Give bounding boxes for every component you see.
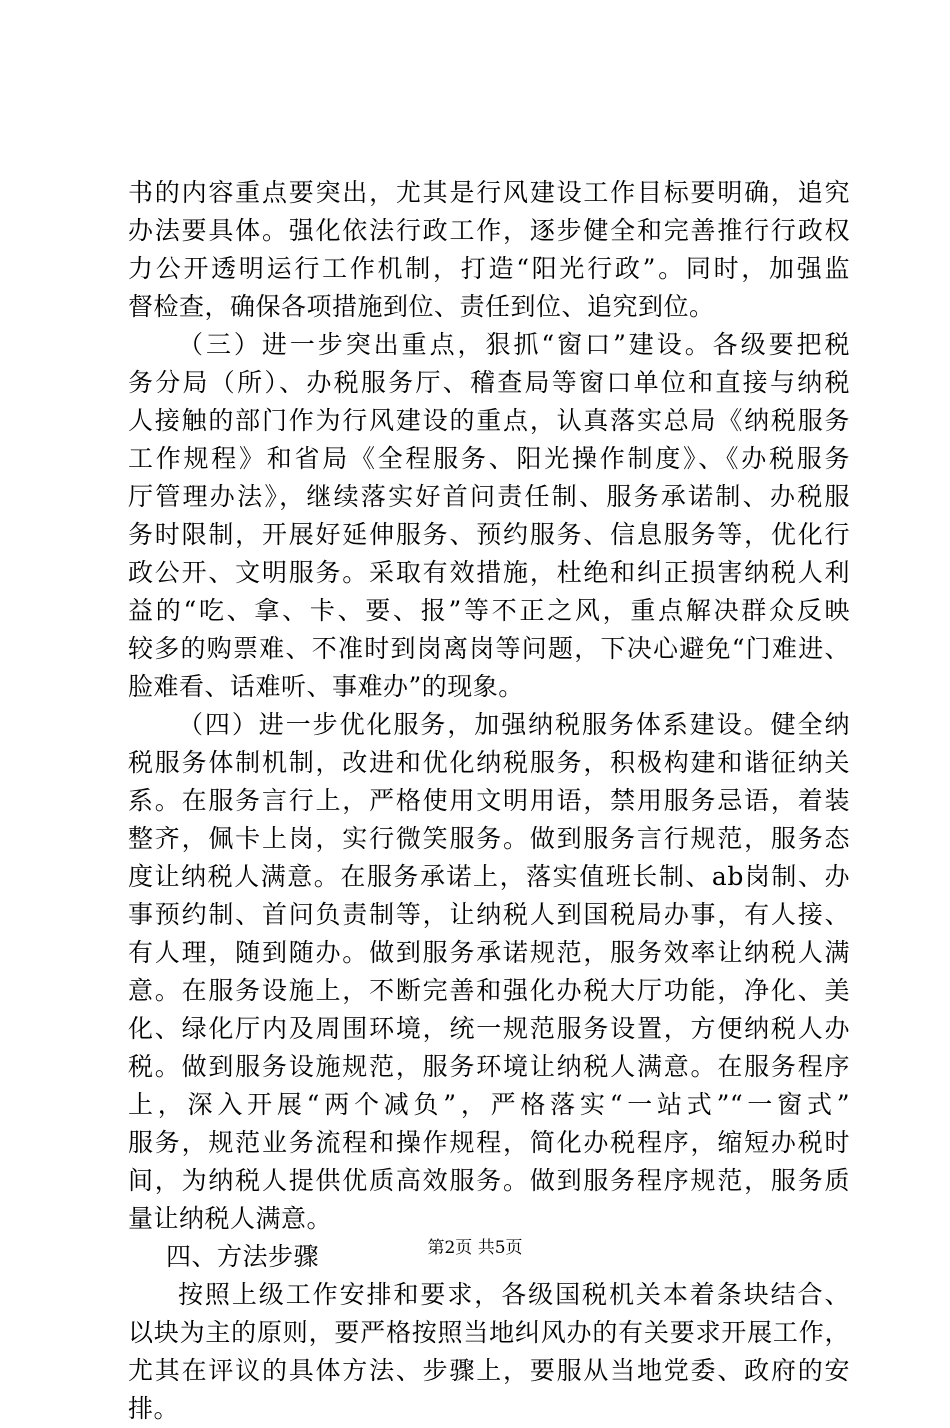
section-3-heading-line: （三）进一步突出重点，狠抓“窗口”建设。各级要把税 xyxy=(178,330,850,359)
text-line: 排。 xyxy=(128,1394,180,1423)
section-4-heading-line: （四）进一步优化服务，加强纳税服务体系建设。健全纳 xyxy=(178,710,850,739)
section-heading-methods: 四、方法步骤 xyxy=(166,1242,320,1271)
text-line: 系。在服务言行上，严格使用文明用语，禁用服务忌语，着装 xyxy=(128,786,850,815)
text-line: 税。做到服务设施规范，服务环境让纳税人满意。在服务程序 xyxy=(128,1052,850,1081)
text-line: 有人理，随到随办。做到服务承诺规范，服务效率让纳税人满 xyxy=(128,938,850,967)
text-line: 度让纳税人满意。在服务承诺上，落实值班长制、ab岗制、办 xyxy=(128,862,850,891)
text-line: 税服务体制机制，改进和优化纳税服务，积极构建和谐征纳关 xyxy=(128,748,850,777)
text-line: 较多的购票难、不准时到岗离岗等问题，下决心避免“门难进、 xyxy=(128,634,850,663)
text-line: 务时限制，开展好延伸服务、预约服务、信息服务等，优化行 xyxy=(128,520,850,549)
text-line: 量让纳税人满意。 xyxy=(128,1204,333,1233)
text-line: 厅管理办法》，继续落实好首问责任制、服务承诺制、办税服 xyxy=(128,482,850,511)
text-line: 办法要具体。强化依法行政工作，逐步健全和完善推行行政权 xyxy=(128,216,850,245)
text-line: 人接触的部门作为行风建设的重点，认真落实总局《纳税服务 xyxy=(128,406,850,435)
text-line: 意。在服务设施上，不断完善和强化办税大厅功能，净化、美 xyxy=(128,976,850,1005)
text-line: 工作规程》和省局《全程服务、阳光操作制度》、《办税服务 xyxy=(128,444,850,473)
text-line: 整齐，佩卡上岗，实行微笑服务。做到服务言行规范，服务态 xyxy=(128,824,850,853)
text-line: 服务，规范业务流程和操作规程，简化办税程序，缩短办税时 xyxy=(128,1128,850,1157)
text-line: 书的内容重点要突出，尤其是行风建设工作目标要明确，追究 xyxy=(128,178,850,207)
text-line: 间，为纳税人提供优质高效服务。做到服务程序规范，服务质 xyxy=(128,1166,850,1195)
text-line: 以块为主的原则，要严格按照当地纠风办的有关要求开展工作， xyxy=(128,1318,850,1347)
text-line: 督检查，确保各项措施到位、责任到位、追究到位。 xyxy=(128,292,715,321)
text-line: 尤其在评议的具体方法、步骤上，要服从当地党委、政府的安 xyxy=(128,1356,850,1385)
text-line: 事预约制、首问负责制等，让纳税人到国税局办事，有人接、 xyxy=(128,900,850,929)
text-line: 上，深入开展“两个减负”，严格落实“一站式”“一窗式” xyxy=(128,1090,850,1119)
text-line: 益的“吃、拿、卡、要、报”等不正之风，重点解决群众反映 xyxy=(128,596,850,625)
text-line: 化、绿化厅内及周围环境，统一规范服务设置，方便纳税人办 xyxy=(128,1014,850,1043)
text-line: 按照上级工作安排和要求，各级国税机关本着条块结合、 xyxy=(178,1280,850,1309)
text-line: 务分局（所）、办税服务厅、稽查局等窗口单位和直接与纳税 xyxy=(128,368,850,397)
text-line: 脸难看、话难听、事难办”的现象。 xyxy=(128,672,524,701)
page-number-footer: 第2页 共5页 xyxy=(427,1238,523,1258)
text-line: 力公开透明运行工作机制，打造“阳光行政”。同时，加强监 xyxy=(128,254,850,283)
text-line: 政公开、文明服务。采取有效措施，杜绝和纠正损害纳税人利 xyxy=(128,558,850,587)
